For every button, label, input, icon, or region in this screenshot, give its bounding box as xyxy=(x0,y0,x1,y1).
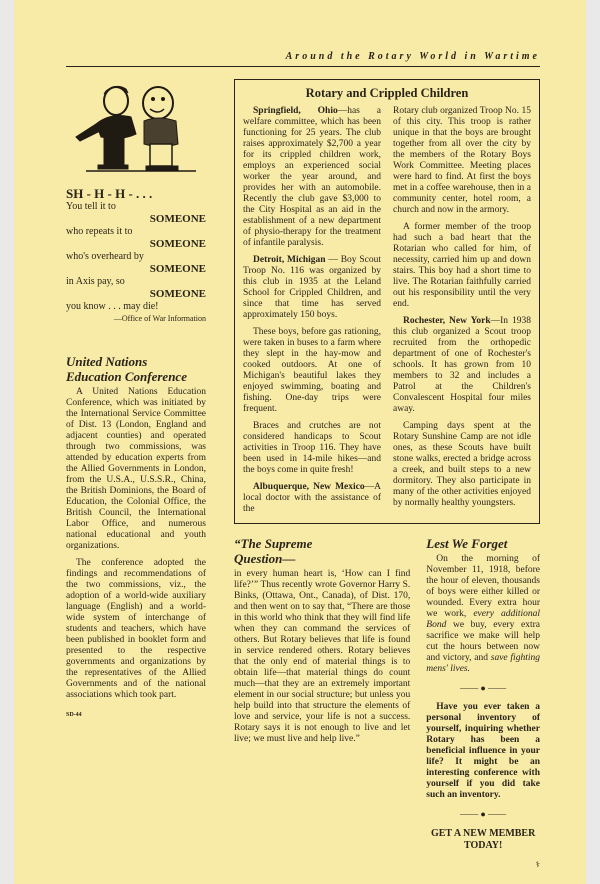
article-title xyxy=(66,354,206,384)
paragraph: Braces and crutches are not considered handicaps to Scout activities in Troop 116. They have been used in 14-mile hikes—and the boys come in quite fresh! xyxy=(243,421,381,475)
paragraph: A United Nations Education Conference, which was initiated by the International Service Committee of Dist. 13 (London, England and adjacent counties) and operated through two commissions, was attended by education experts from the Allied Governments in London, from the U.S.A., U.S.S.R., China, the British Dominions, the Board of Education, the Colonial Office, the British Council, the International Labor Office, and numerous national educational and youth organizations. xyxy=(66,387,206,551)
poem-someone: SOMEONE xyxy=(149,213,206,225)
paragraph-text: —has a welfare committee, which has been functioning for 25 years. The club raises approximately $2,700 a year for its crippled children work, employs an experienced social worker the year around, and provides her with an automobile. Recently the club gave $3,000 to the City Hospital as an aid in the establishment of a new department of physio-therapy for the treatment of infantile paralysis. xyxy=(243,106,381,248)
divider: —— ● —— xyxy=(460,683,507,693)
paragraph xyxy=(243,482,381,515)
union-label-icon: ⚕ xyxy=(535,860,540,869)
paragraph-text: —In 1938 this club organized a Scout troop recruited from the orthopedic department of one of Rochester's schools. It has grown from 10 members to 32 and includes a Patrol at the Children's Convalescent Hospital four miles away. xyxy=(393,316,531,414)
text-segment-italic: every additional Bond xyxy=(426,609,541,630)
box-title: Rotary and Crippled Children xyxy=(305,86,469,100)
poem-line: in Axis pay, so xyxy=(66,276,125,287)
place-lead: Rochester, New York xyxy=(403,316,491,326)
place-lead: Detroit, Michigan xyxy=(253,255,326,265)
poem-someone: SOMEONE xyxy=(149,263,206,275)
cta-new-member: GET A NEW MEMBER TODAY! xyxy=(430,828,536,851)
left-column xyxy=(66,79,206,719)
inventory-paragraph: Have you ever taken a personal inventory of yourself, inquiring whether Rotary has been a beneficial influence in your life? It might be an interesting conference with yourself if you did take such an inventory. xyxy=(426,702,540,800)
paragraph: These boys, before gas rationing, were taken in buses to a farm where they slept in the hay-mow and cooked outdoors. At one of Michigan's beautiful lakes they enjoyed swimming, boating and fishing. One-day trips were frequent. xyxy=(243,327,381,414)
article-title xyxy=(234,536,410,566)
paragraph xyxy=(243,106,381,249)
box-left-column xyxy=(243,106,381,515)
right-column xyxy=(234,79,540,870)
shh-headline: SH - H - H - . . . xyxy=(66,186,153,201)
poem-someone: SOMEONE xyxy=(149,238,206,250)
whispering-men-illustration xyxy=(66,79,206,174)
paragraph-text: — Boy Scout Troop No. 116 was organized by this club in 1935 at the Leland School for Crippled Children, and since that time has served approximately 150 boys. xyxy=(243,255,381,320)
running-title: Around the Rotary World in Wartime xyxy=(285,51,540,62)
poem-line: who repeats it to xyxy=(66,226,133,237)
lest-we-forget-article xyxy=(426,536,540,870)
poem-line: You tell it to xyxy=(66,201,116,212)
poem-source: —Office of War Information xyxy=(113,314,206,323)
title-line: Question— xyxy=(234,551,296,566)
poem-line: who's overheard by xyxy=(66,251,144,262)
paragraph: A former member of the troop had such a bad heart that the Rotarian who called for him, of necessity, carried him up and down stairs. This boy had a short time to live. The Rotarian faithfully carried out his responsibility until the very end. xyxy=(393,222,531,309)
header-rule xyxy=(66,66,540,67)
page xyxy=(14,0,586,884)
form-code: SD-44 xyxy=(66,712,82,718)
paragraph xyxy=(243,255,381,321)
text-segment-italic: save fighting mens' lives. xyxy=(426,653,540,674)
poem-someone: SOMEONE xyxy=(149,288,206,300)
paragraph: Camping days spent at the Rotary Sunshine Camp are not idle ones, as these Scouts have built stone walks, erected a bridge across a creek, and built steps to a new dormitory. They also participate in many of the other activities enjoyed by normally healthy youngsters. xyxy=(393,421,531,508)
un-education-article xyxy=(66,354,206,701)
paragraph-text: —A local doctor with the assistance of the xyxy=(243,482,381,514)
article-title: Lest We Forget xyxy=(426,536,508,551)
box-right-column xyxy=(393,106,531,515)
paragraph: The conference adopted the findings and recommendations of the two commissions, viz., the adoption of a world-wide auxiliary language (English) and a world-wide system of interchange of students and teachers, which have been published in booklet form and presented to the respective governments and organizations by the representatives of the Allied Governments and of the national associations which took part. xyxy=(66,558,206,700)
title-line: United Nations xyxy=(66,354,148,369)
rotary-crippled-children-box xyxy=(234,79,540,524)
place-lead: Springfield, Ohio xyxy=(253,106,338,116)
paragraph: in every human heart is, ‘How can I find life?’” Thus recently wrote Governor Harry S. Binks, (Ottawa, Ont., Canada), of Dist. 170, and then went on to say that, “There are those in this world who think that they will find life when they can command the services of others. But Rotary believes that life is found in service rendered others. Rotary believes that the only end of material things is to obtain life—that material things do count much—that they are an extremely important element in our social structure; but unless you help build into that structure the elements of love and service, your life is not a success. Rotary says it is not enough to live and let live; we must live and help live.” xyxy=(234,569,411,744)
paragraph: Rotary club organized Troop No. 15 of this city. This troop is rather unique in that the boys are brought together from all over the city by the members of the Rotary Boys Work Committee. Meeting places were hard to find. At first the boys met in a coffee warehouse, then in a community center, hotel room, a church and now in the armory. xyxy=(393,106,531,215)
paragraph xyxy=(393,316,531,415)
paragraph xyxy=(426,554,540,675)
divider: —— ● —— xyxy=(460,809,507,819)
title-line: “The Supreme xyxy=(234,536,313,551)
text-segment: we buy, every extra sacrifice we make will help cut the hours between now and victory, and xyxy=(426,620,540,663)
title-line: Education Conference xyxy=(66,369,187,384)
text-segment: On the morning of November 11, 1918, before the hour of eleven, thousands of boys were either killed or wounded. Every extra hour we work, xyxy=(426,554,540,619)
supreme-question-article xyxy=(234,536,410,745)
place-lead: Albuquerque, New Mexico xyxy=(253,482,365,492)
poem-line: you know . . . may die! xyxy=(66,301,159,312)
shh-poem xyxy=(66,186,206,324)
